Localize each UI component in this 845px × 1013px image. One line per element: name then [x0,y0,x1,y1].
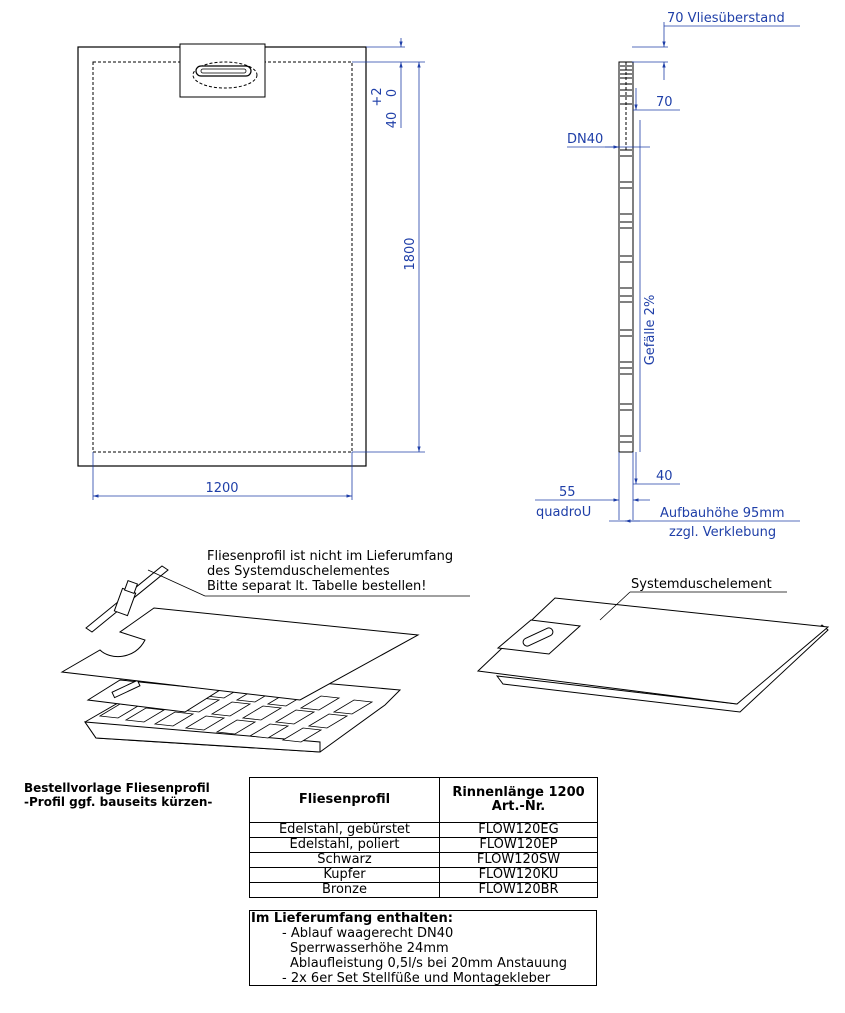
delivery-item-1-detail-1: Sperrwasserhöhe 24mm [290,941,449,956]
table-header-row [250,778,598,823]
delivery-box [249,910,597,986]
profile-name-cell: Schwarz [250,853,440,868]
note-line-2: des Systemduschelementes [207,564,390,579]
delivery-item-2: - 2x 6er Set Stellfüße und Montagekleber [282,971,551,986]
height-label: Aufbauhöhe 95mm [660,506,785,521]
quadro-label: quadroU [536,505,592,520]
delivery-item-1-detail-2: Ablaufleistung 0,5l/s bei 20mm Anstauung [290,956,567,971]
side-view [535,11,800,540]
profile-name-cell: Kupfer [250,868,440,883]
slope-label: Gefälle 2% [643,294,658,366]
delivery-item-1: - Ablauf waagerecht DN40 [282,926,454,941]
col-header-profile: Fliesenprofil [250,778,440,823]
table-row [250,823,598,838]
dn40-label: DN40 [567,132,604,147]
side-body [619,62,633,452]
profile-code-cell: FLOW120SW [440,853,598,868]
col-header-code [440,778,598,823]
delivery-title: Im Lieferumfang enthalten: [251,911,453,926]
profile-name-cell: Bronze [250,883,440,898]
tray-outline [78,47,366,466]
adhesive-label: zzgl. Verklebung [669,525,777,540]
col-header-code-line-1: Rinnenlänge 1200 [452,785,585,800]
fleece-label: 70 Vliesüberstand [667,11,785,26]
col-header-code-line-2: Art.-Nr. [491,799,546,814]
element-label: Systemduschelement [631,577,772,592]
note-line-3: Bitte separat lt. Tabelle bestellen! [207,579,427,594]
dim40-label: 40 [656,469,673,484]
profile-code-cell: FLOW120KU [440,868,598,883]
table-row [250,868,598,883]
drain-offset-label: 40 [385,111,400,129]
note-leader [148,570,205,596]
order-title-line-2: -Profil ggf. bauseits kürzen- [24,795,213,809]
table-row [250,853,598,868]
tile-area-dashed [93,62,352,452]
table-row [250,838,598,853]
profile-code-cell: FLOW120EG [440,823,598,838]
table-row [250,883,598,898]
note-line-1: Fliesenprofil ist nicht im Lieferumfang [207,549,454,564]
profile-table [249,777,598,898]
tolerance-upper: +2 [370,87,385,107]
order-title-line-1: Bestellvorlage Fliesenprofil [24,781,210,795]
width-label: 1200 [205,481,239,496]
iso-view-assembled [478,592,828,712]
top-view [78,38,425,500]
dim70-label: 70 [656,95,673,110]
profile-name-cell: Edelstahl, gebürstet [250,823,440,838]
dim55-label: 55 [559,485,576,500]
profile-name-cell: Edelstahl, poliert [250,838,440,853]
tolerance-lower: 0 [385,88,400,98]
profile-code-cell: FLOW120BR [440,883,598,898]
drain-slot [196,66,251,76]
length-label: 1800 [403,237,418,271]
order-title [24,781,212,809]
profile-code-cell: FLOW120EP [440,838,598,853]
